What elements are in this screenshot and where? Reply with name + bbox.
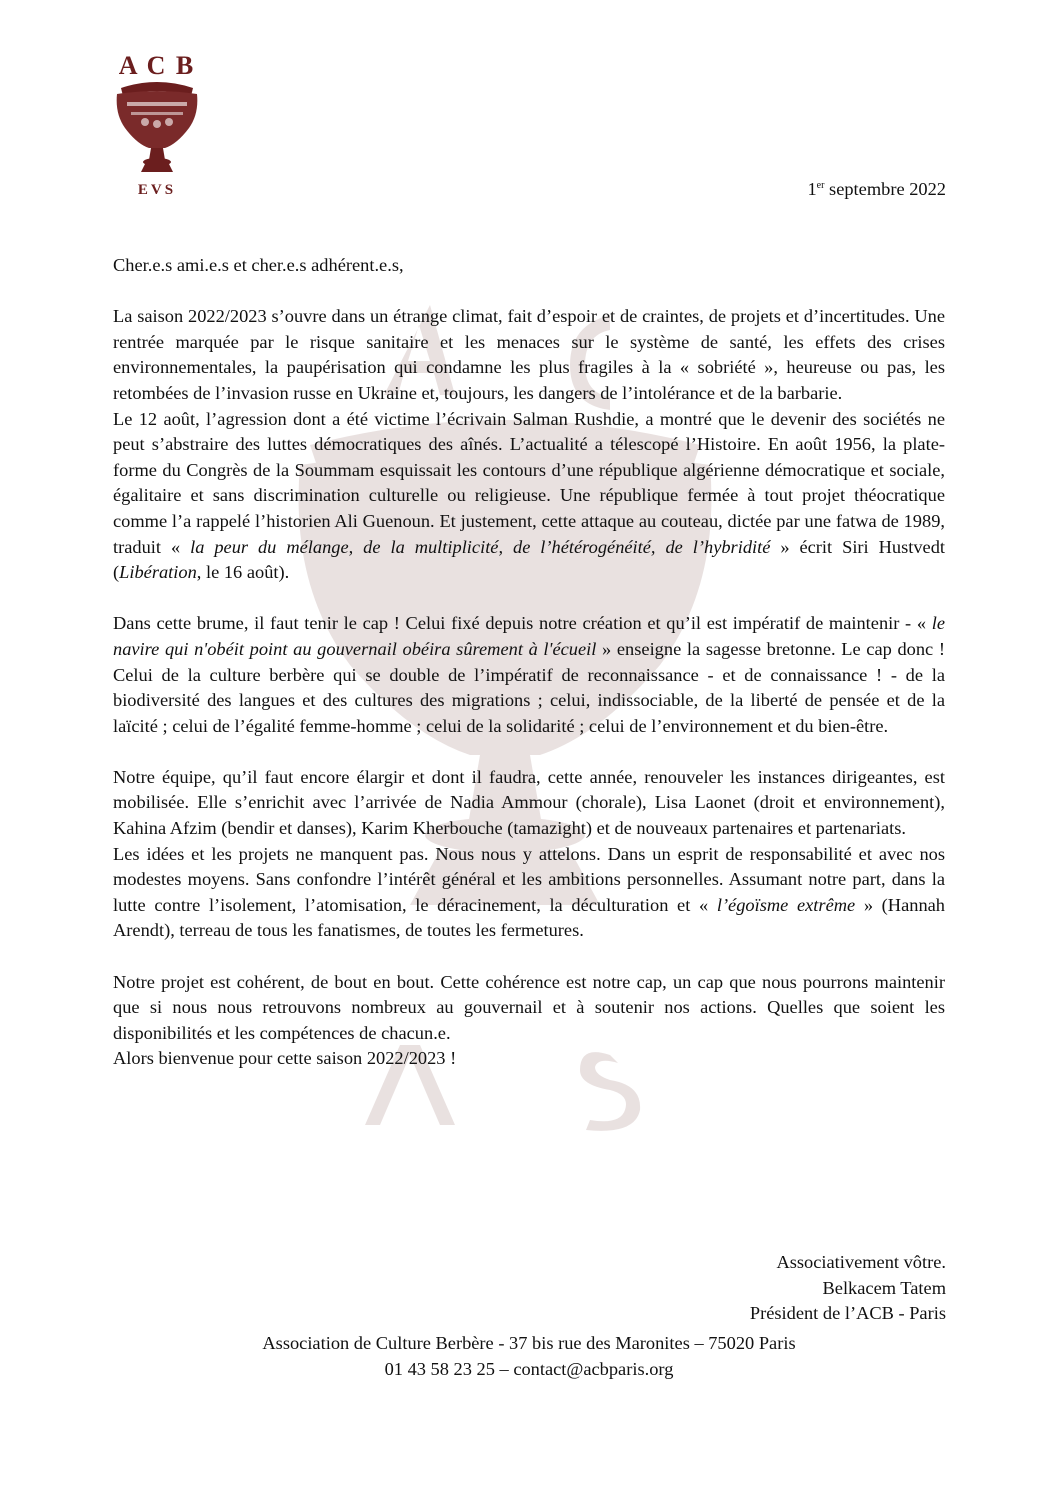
signature-closing: Associativement vôtre. xyxy=(776,1252,946,1272)
date-rest: septembre 2022 xyxy=(824,179,946,199)
vase-body xyxy=(117,91,198,148)
hustvedt-quote: la peur du mélange, de la multiplicité, de l’hétérogénéité, de l’hybridité xyxy=(190,536,771,557)
salutation: Cher.e.s ami.e.s et cher.e.s adhérent.e.s, xyxy=(113,255,404,275)
paragraph-5: Les idées et les projets ne manquent pas. Nous nous y attelons. Dans un esprit de responsabilité et avec nos modestes moyens. Sans confondre l’intérêt général et les ambitions personnelles. Assumant notre part, dans la lutte contre l’isolement, l’atomisation, le déracinement, la déculturation et « l’égoïsme extrême » (Hannah Arendt), terreau de tous les fanatismes, de toutes les fermetures. xyxy=(113,843,946,941)
signature-name: Belkacem Tatem xyxy=(822,1277,946,1298)
paragraph-6: Notre projet est cohérent, de bout en bout. Cette cohérence est notre cap, un cap que nous pourrons maintenir que si nous nous retrouvons nombreux au gouvernail et à soutenir nos actions. Quelles que soient les disponibilités et les compétences de chacun.e. xyxy=(113,971,945,1043)
signature-role: Président de l’ACB - Paris xyxy=(749,1303,946,1324)
logo-letters-bottom: EVS xyxy=(137,182,177,198)
paragraph-7: Alors bienvenue pour cette saison 2022/2023 ! xyxy=(113,1048,457,1069)
signature-block xyxy=(750,1250,946,1327)
letter-body xyxy=(113,253,945,1072)
arendt-quote: l’égoïsme extrême xyxy=(716,894,856,915)
paragraph-2: Le 12 août, l’agression dont a été victime l’écrivain Salman Rushdie, a montré que le devenir des sociétés ne peut s’abstraire des luttes démocratiques des aînés. L’actualité a télescopé l’Histoire. En août 1956, la plate-forme du Congrès de la Soummam esquissait les contours d’une république algérienne démocratique et sociale, égalitaire et sans discrimination culturelle ou religieuse. Une république fermée à tout projet théocratique comme l’a rappelé l’historien Ali Guenoun. Et justement, cette attaque au couteau, dictée par une fatwa de 1989, traduit « la peur du mélange, de la multiplicité, de l’hétérogénéité, de l’hybridité » écrit Siri Hustvedt (Libération, le 16 août). xyxy=(113,408,946,583)
footer-contact: 01 43 58 23 25 – contact@acbparis.org xyxy=(384,1358,674,1379)
acb-logo xyxy=(107,48,207,200)
paragraph-3: Dans cette brume, il faut tenir le cap ! Celui fixé depuis notre création et qu’il est impératif de maintenir - « le navire qui n'obéit point au gouvernail obéira sûrement à l'écueil » enseigne la sagesse bretonne. Le cap donc ! Celui de la culture berbère qui se double de l’impératif de reconnaissance - et de connaissance ! - de la biodiversité des langues et des cultures des migrations ; celui, indissociable, de la liberté de pensée et de la laïcité ; celui de l’égalité femme-homme ; celui de la solidarité ; celui de l’environnement et du bien-être. xyxy=(113,613,945,736)
date-day: 1 xyxy=(807,179,817,199)
letter-date xyxy=(807,177,946,203)
date-suffix: er xyxy=(816,180,825,191)
breton-proverb: le navire qui n'obéit point au gouvernail obéira sûrement à l'écueil xyxy=(113,613,945,659)
paragraph-4: Notre équipe, qu’il faut encore élargir et dont il faudra, cette année, renouveler les instances dirigeantes, est mobilisée. Elle s’enrichit avec l’arrivée de Nadia Ammour (chorale), Lisa Laonet (droit et environnement), Kahina Afzim (bendir et danses), Karim Kherbouche (tamazight) et de nouveaux partenaires et partenariats. xyxy=(113,766,945,839)
footer xyxy=(0,1331,1058,1382)
logo-letters-top: A C B xyxy=(118,51,196,80)
paragraph-1: La saison 2022/2023 s’ouvre dans un étrange climat, fait d’espoir et de craintes, de projets et d’incertitudes. Une rentrée marquée par le risque sanitaire et les menaces sur le système de santé, les effets des crises environnementales, la paupérisation qui condamne les plus fragiles à la « sobriété », heureuse ou pas, les retombées de l’invasion russe en Ukraine et, toujours, les dangers de l’intolérance et de la barbarie. xyxy=(113,306,945,403)
source-name: Libération xyxy=(119,562,197,583)
footer-address: Association de Culture Berbère - 37 bis rue des Maronites – 75020 Paris xyxy=(262,1333,796,1353)
